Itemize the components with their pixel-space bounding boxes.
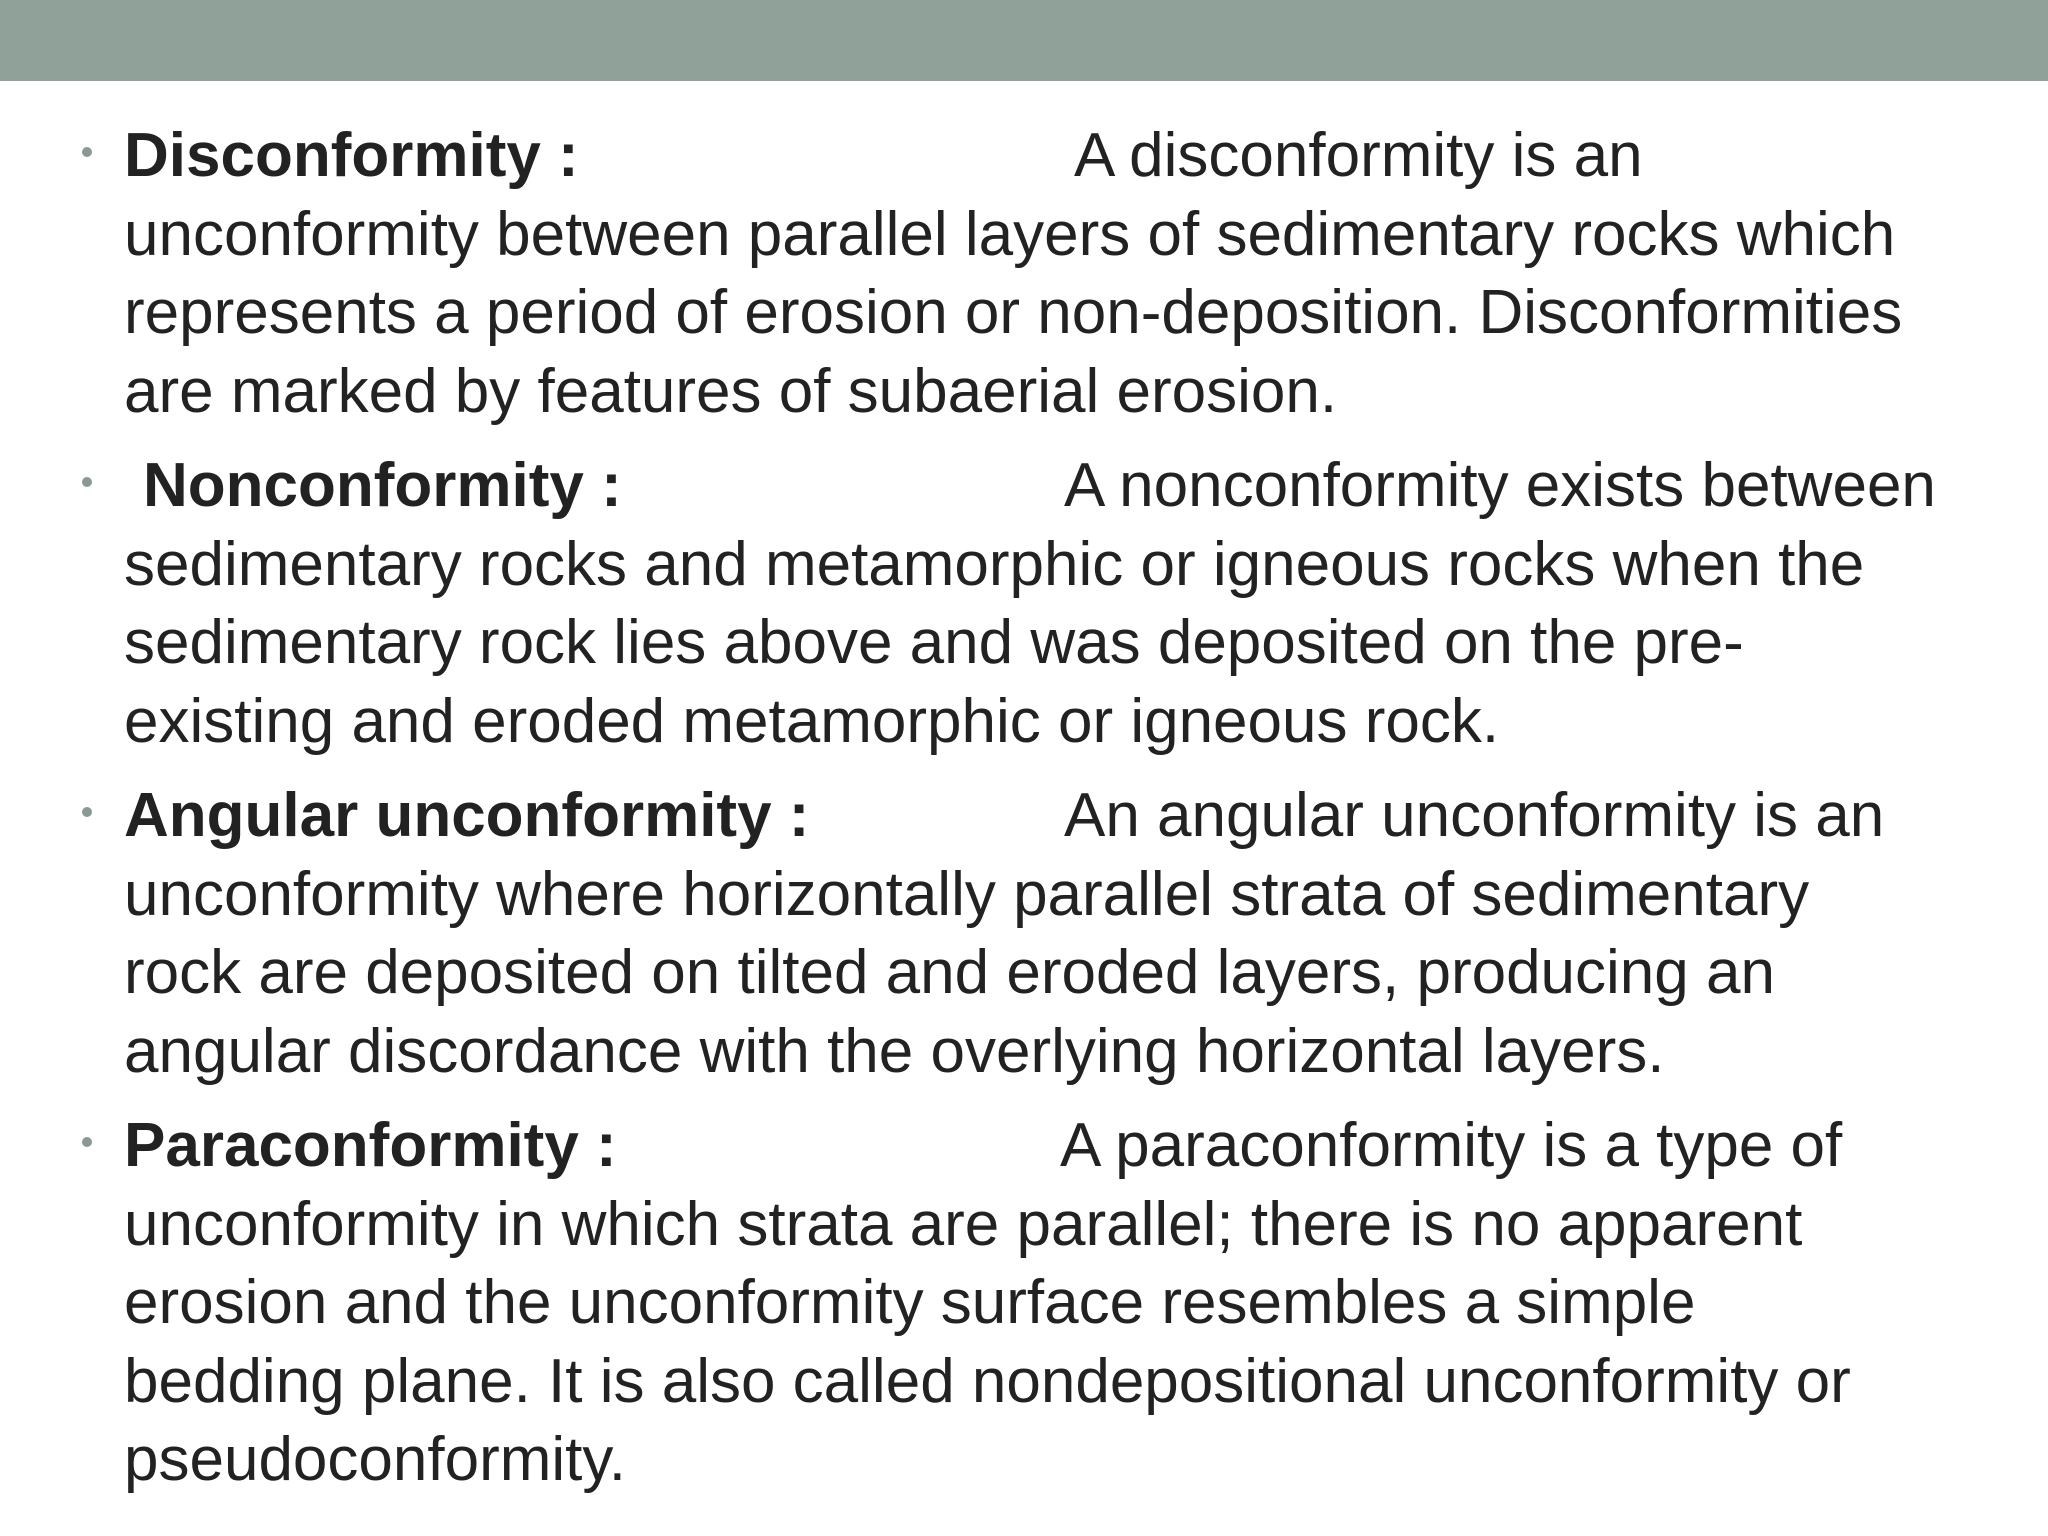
definition-line: are marked by features of subaerial erosion. — [124, 356, 1338, 426]
term-nonconformity: Nonconformity : — [143, 451, 622, 520]
definition-line: bedding plane. It is also called nondepositional unconformity or — [124, 1346, 1851, 1416]
definition-line: erosion and the unconformity surface resembles a simple — [124, 1268, 1696, 1338]
definition-line: represents a period of erosion or non-deposition. Disconformities — [124, 278, 1903, 348]
bullet-item-paraconformity — [124, 1107, 2004, 1500]
definition-line: unconformity where horizontally parallel strata of sedimentary — [124, 859, 1810, 929]
definition-line: angular discordance with the overlying horizontal layers. — [124, 1016, 1665, 1086]
definition-first-line: A disconformity is an — [1074, 121, 1643, 190]
definition-line: unconformity in which strata are parallel; there is no apparent — [124, 1189, 1803, 1259]
term-disconformity: Disconformity : — [124, 121, 579, 190]
term-paraconformity: Paraconformity : — [124, 1111, 617, 1180]
slide-header-bar — [0, 0, 2048, 81]
bullet-item-nonconformity — [124, 447, 2004, 761]
definition-first-line: A paraconformity is a type of — [1060, 1111, 1843, 1180]
bullet-item-disconformity — [124, 117, 2004, 431]
bullet-dot — [82, 147, 92, 157]
definition-line: pseudoconformity. — [124, 1425, 626, 1495]
term-angular-unconformity: Angular unconformity : — [124, 781, 810, 850]
bullet-dot — [82, 807, 92, 817]
definition-first-line: A nonconformity exists between — [1064, 451, 1936, 520]
definition-line: sedimentary rock lies above and was deposited on the pre- — [124, 608, 1744, 678]
definition-line: existing and eroded metamorphic or igneous rock. — [124, 686, 1500, 756]
bullet-item-angular-unconformity — [124, 777, 2004, 1091]
definition-line: rock are deposited on tilted and eroded layers, producing an — [124, 938, 1775, 1008]
definition-line: sedimentary rocks and metamorphic or igneous rocks when the — [124, 529, 1865, 599]
definition-first-line: An angular unconformity is an — [1064, 781, 1885, 850]
definition-line: unconformity between parallel layers of sedimentary rocks which — [124, 199, 1896, 269]
bullet-dot — [82, 477, 92, 487]
bullet-dot — [82, 1137, 92, 1147]
